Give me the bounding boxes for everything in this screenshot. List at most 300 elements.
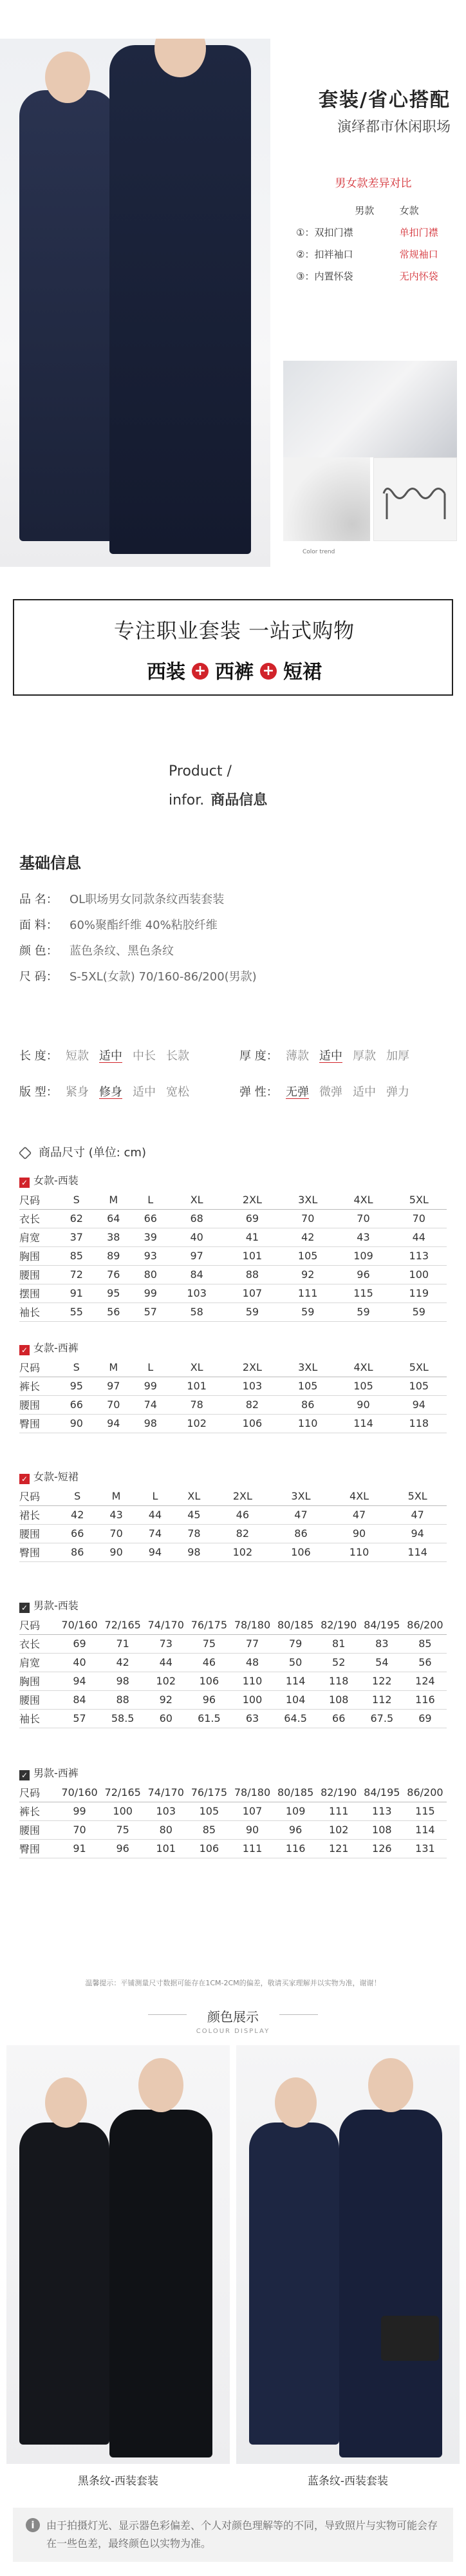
size-cell: 73 <box>144 1634 187 1653</box>
size-table-grid <box>19 1358 447 1433</box>
size-col-header: L <box>132 1358 169 1377</box>
size-cell: 75 <box>101 1820 144 1839</box>
size-col-header: 2XL <box>225 1190 280 1209</box>
checkbox-icon: ✓ <box>19 1474 30 1484</box>
size-cell: 40 <box>58 1653 101 1672</box>
size-cell: 76 <box>95 1265 133 1284</box>
size-col-header: 72/165 <box>101 1783 144 1802</box>
size-row-label: 裤长 <box>19 1802 58 1820</box>
size-cell: 37 <box>58 1228 95 1246</box>
size-row-label: 腰围 <box>19 1820 58 1839</box>
size-cell: 90 <box>335 1395 391 1414</box>
basic-row-name: 品 名： OL职场男女同款条纹西装套装 <box>19 893 225 906</box>
disclaimer-text: 由于拍摄灯光、显示器色彩偏差、个人对颜色理解等的不同，导致照片与实物可能会存在一些色差，最终颜色以实物为准。 <box>46 2519 438 2550</box>
size-cell: 105 <box>280 1246 335 1265</box>
size-row-label: 裤长 <box>19 1377 58 1395</box>
size-cell: 43 <box>335 1228 391 1246</box>
size-cell: 102 <box>317 1820 360 1839</box>
size-table-header-row <box>19 1358 447 1377</box>
size-col-header: 5XL <box>388 1487 447 1505</box>
size-cell: 75 <box>187 1634 230 1653</box>
size-cell: 116 <box>274 1839 317 1858</box>
size-cell: 40 <box>169 1228 225 1246</box>
size-cell: 54 <box>360 1653 404 1672</box>
blue-stripe-photo <box>236 2045 460 2464</box>
size-cell: 59 <box>280 1302 335 1321</box>
size-cell: 84 <box>58 1690 101 1709</box>
size-cell: 71 <box>101 1634 144 1653</box>
size-row-label: 裙长 <box>19 1505 58 1524</box>
attr-thickness: 厚 度： 薄款 适中 厚款 加厚 <box>239 1049 409 1063</box>
size-col-header: 4XL <box>335 1358 391 1377</box>
size-table-title: ✓ 男款-西裤 <box>19 1765 447 1783</box>
size-cell: 109 <box>274 1802 317 1820</box>
size-cell: 118 <box>317 1672 360 1690</box>
size-cell: 84 <box>169 1265 225 1284</box>
size-col-header: S <box>58 1487 97 1505</box>
size-cell: 106 <box>187 1839 230 1858</box>
compare-row: ①：双扣门襟 单扣门襟 <box>296 226 438 238</box>
table-row <box>19 1524 447 1543</box>
size-cell: 90 <box>330 1524 389 1543</box>
size-cell: 118 <box>391 1414 447 1433</box>
size-cell: 61.5 <box>187 1709 230 1728</box>
banner-items <box>14 656 454 684</box>
size-cell: 70 <box>97 1524 135 1543</box>
size-cell: 78 <box>174 1524 213 1543</box>
size-cell: 45 <box>174 1505 213 1524</box>
size-cell: 113 <box>360 1802 404 1820</box>
banner-frame <box>13 599 453 696</box>
basic-info-section <box>0 850 466 1063</box>
size-col-header: 78/180 <box>230 1616 274 1634</box>
size-cell: 121 <box>317 1839 360 1858</box>
size-row-label: 衣长 <box>19 1634 58 1653</box>
size-cell: 111 <box>317 1802 360 1820</box>
size-cell: 115 <box>335 1284 391 1302</box>
size-col-header: 82/190 <box>317 1783 360 1802</box>
size-cell: 101 <box>169 1377 225 1395</box>
table-row <box>19 1690 447 1709</box>
size-row-label: 衣长 <box>19 1209 58 1228</box>
size-cell: 44 <box>136 1505 174 1524</box>
size-cell: 85 <box>187 1820 230 1839</box>
checkbox-icon: ✓ <box>19 1603 30 1613</box>
size-cell: 43 <box>97 1505 135 1524</box>
size-table-grid <box>19 1487 447 1562</box>
size-cell: 98 <box>101 1672 144 1690</box>
size-cell: 59 <box>391 1302 447 1321</box>
table-row <box>19 1672 447 1690</box>
size-col-header: 尺码 <box>19 1487 58 1505</box>
table-row <box>19 1653 447 1672</box>
black-stripe-label: 黑条纹-西装套装 <box>77 2475 159 2488</box>
size-row-label: 腰围 <box>19 1395 58 1414</box>
size-cell: 124 <box>404 1672 447 1690</box>
size-cell: 86 <box>58 1543 97 1561</box>
attribute-section <box>0 1047 466 1124</box>
size-table-title: ✓ 女款-短裙 <box>19 1469 447 1487</box>
checkbox-icon: ✓ <box>19 1770 30 1780</box>
table-row <box>19 1802 447 1820</box>
table-row <box>19 1709 447 1728</box>
model-man-head <box>138 2058 183 2112</box>
size-col-header: XL <box>169 1190 225 1209</box>
basic-row-color: 颜 色： 蓝色条纹、黑色条纹 <box>19 944 174 958</box>
attr-length: 长 度： 短款 适中 中长 长款 <box>19 1049 189 1063</box>
table-row <box>19 1265 447 1284</box>
size-col-header: M <box>97 1487 135 1505</box>
size-cell: 102 <box>169 1414 225 1433</box>
size-cell: 101 <box>225 1246 280 1265</box>
size-cell: 102 <box>144 1672 187 1690</box>
size-cell: 106 <box>187 1672 230 1690</box>
table-row <box>19 1634 447 1653</box>
size-cell: 119 <box>391 1284 447 1302</box>
size-cell: 88 <box>101 1690 144 1709</box>
size-row-label: 袖长 <box>19 1302 58 1321</box>
size-cell: 126 <box>360 1839 404 1858</box>
blue-stripe-label: 蓝条纹-西装套装 <box>307 2475 389 2488</box>
checkbox-icon: ✓ <box>19 1178 30 1188</box>
size-row-label: 摆围 <box>19 1284 58 1302</box>
size-table-header-row <box>19 1190 447 1209</box>
size-cell: 70 <box>280 1209 335 1228</box>
size-cell: 131 <box>404 1839 447 1858</box>
size-cell: 102 <box>214 1543 272 1561</box>
size-col-header: 72/165 <box>101 1616 144 1634</box>
size-cell: 105 <box>280 1377 335 1395</box>
table-row <box>19 1246 447 1265</box>
size-cell: 116 <box>404 1690 447 1709</box>
size-cell: 70 <box>335 1209 391 1228</box>
size-cell: 122 <box>360 1672 404 1690</box>
title-divider <box>148 2014 187 2015</box>
size-cell: 114 <box>274 1672 317 1690</box>
size-col-header: 76/175 <box>187 1616 230 1634</box>
size-table-title: ✓ 男款-西装 <box>19 1598 447 1616</box>
color-disclaimer <box>13 2508 453 2562</box>
hero-title-block <box>319 84 451 136</box>
size-cell: 60 <box>144 1709 187 1728</box>
size-cell: 86 <box>280 1395 335 1414</box>
model-woman <box>249 2123 339 2445</box>
size-cell: 111 <box>230 1839 274 1858</box>
banner-item-pants: 西裤 <box>215 661 254 683</box>
size-cell: 88 <box>225 1265 280 1284</box>
size-cell: 56 <box>404 1653 447 1672</box>
size-cell: 115 <box>404 1802 447 1820</box>
size-cell: 59 <box>225 1302 280 1321</box>
size-cell: 50 <box>274 1653 317 1672</box>
size-col-header: 3XL <box>280 1358 335 1377</box>
size-cell: 96 <box>335 1265 391 1284</box>
size-cell: 64 <box>95 1209 133 1228</box>
size-cell: 109 <box>335 1246 391 1265</box>
size-table-header-row <box>19 1616 447 1634</box>
size-table <box>19 1172 447 1322</box>
size-cell: 66 <box>132 1209 169 1228</box>
size-cell: 92 <box>144 1690 187 1709</box>
size-col-header: 尺码 <box>19 1190 58 1209</box>
color-display-title <box>0 2007 466 2035</box>
size-cell: 55 <box>58 1302 95 1321</box>
size-cell: 44 <box>144 1653 187 1672</box>
size-col-header: L <box>132 1190 169 1209</box>
size-cell: 44 <box>391 1228 447 1246</box>
size-col-header: 3XL <box>272 1487 330 1505</box>
product-info-header <box>0 763 466 815</box>
size-col-header: 80/185 <box>274 1616 317 1634</box>
model-man <box>109 45 251 554</box>
size-cell: 85 <box>404 1634 447 1653</box>
size-cell: 90 <box>58 1414 95 1433</box>
model-woman <box>19 90 116 541</box>
size-row-label: 胸围 <box>19 1672 58 1690</box>
size-cell: 96 <box>101 1839 144 1858</box>
size-cell: 81 <box>317 1634 360 1653</box>
banner-item-suit: 西装 <box>147 661 185 683</box>
size-cell: 69 <box>225 1209 280 1228</box>
size-table <box>19 1598 447 1728</box>
table-row <box>19 1820 447 1839</box>
compare-title: 男女款差异对比 <box>335 177 412 190</box>
size-cell: 110 <box>330 1543 389 1561</box>
table-row <box>19 1209 447 1228</box>
size-cell: 95 <box>95 1284 133 1302</box>
size-cell: 105 <box>335 1377 391 1395</box>
ruler-icon <box>19 1147 32 1159</box>
fabric-photo-right <box>373 457 457 541</box>
size-table-title: ✓ 女款-西裤 <box>19 1340 447 1358</box>
size-cell: 66 <box>58 1395 95 1414</box>
fabric-photo-top <box>283 361 457 457</box>
size-cell: 70 <box>95 1395 133 1414</box>
size-table-header-row <box>19 1487 447 1505</box>
table-row <box>19 1284 447 1302</box>
size-cell: 106 <box>225 1414 280 1433</box>
size-cell: 82 <box>225 1395 280 1414</box>
attr-elastic: 弹 性： 无弹 微弹 适中 弹力 <box>239 1085 409 1099</box>
size-cell: 78 <box>169 1395 225 1414</box>
size-cell: 98 <box>174 1543 213 1561</box>
size-cell: 57 <box>132 1302 169 1321</box>
size-chart-header: 商品尺寸 (单位: cm) <box>19 1143 146 1160</box>
size-cell: 63 <box>230 1709 274 1728</box>
table-row <box>19 1839 447 1858</box>
product-info-zh: 商品信息 <box>210 792 268 808</box>
size-cell: 103 <box>169 1284 225 1302</box>
one-stop-banner <box>0 593 466 696</box>
size-row-label: 臀围 <box>19 1414 58 1433</box>
hero-title: 套装/省心搭配 <box>319 89 451 111</box>
size-cell: 58.5 <box>101 1709 144 1728</box>
size-cell: 46 <box>214 1505 272 1524</box>
size-col-header: 5XL <box>391 1358 447 1377</box>
basic-row-fabric: 面 料： 60%聚酯纤维 40%粘胶纤维 <box>19 919 218 932</box>
size-col-header: XL <box>169 1358 225 1377</box>
table-row <box>19 1543 447 1561</box>
size-cell: 108 <box>317 1690 360 1709</box>
fabric-photo-left <box>283 457 370 541</box>
size-col-header: L <box>136 1487 174 1505</box>
size-table-title: ✓ 女款-西装 <box>19 1172 447 1190</box>
hero-subtitle: 演绎都市休闲职场 <box>337 119 451 135</box>
model-woman-head <box>45 52 90 103</box>
size-row-label: 腰围 <box>19 1265 58 1284</box>
model-man <box>109 2110 212 2457</box>
size-cell: 47 <box>330 1505 389 1524</box>
size-cell: 95 <box>58 1377 95 1395</box>
size-col-header: 5XL <box>391 1190 447 1209</box>
size-table <box>19 1765 447 1858</box>
info-icon: i <box>26 2518 40 2532</box>
product-info-en1: Product / <box>169 763 232 779</box>
size-cell: 103 <box>144 1802 187 1820</box>
size-cell: 70 <box>391 1209 447 1228</box>
checkbox-icon: ✓ <box>19 1345 30 1355</box>
plus-icon: + <box>192 663 209 680</box>
size-col-header: 2XL <box>214 1487 272 1505</box>
size-cell: 98 <box>132 1414 169 1433</box>
size-row-label: 肩宽 <box>19 1228 58 1246</box>
fabric-caption: Color trend <box>303 549 335 555</box>
size-cell: 38 <box>95 1228 133 1246</box>
size-row-label: 腰围 <box>19 1690 58 1709</box>
size-col-header: 74/170 <box>144 1783 187 1802</box>
size-cell: 67.5 <box>360 1709 404 1728</box>
size-table <box>19 1340 447 1433</box>
size-cell: 114 <box>404 1820 447 1839</box>
table-row <box>19 1377 447 1395</box>
size-cell: 66 <box>317 1709 360 1728</box>
size-col-header: 76/175 <box>187 1783 230 1802</box>
size-col-header: 4XL <box>330 1487 389 1505</box>
size-table-grid <box>19 1616 447 1728</box>
table-row <box>19 1228 447 1246</box>
size-cell: 69 <box>404 1709 447 1728</box>
size-note: 温馨提示：平铺测量尺寸数据可能存在1CM-2CM的偏差，敬请买家理解并以实物为准，谢谢！ <box>85 1979 381 1987</box>
size-col-header: 86/200 <box>404 1616 447 1634</box>
size-cell: 86 <box>272 1524 330 1543</box>
size-cell: 114 <box>388 1543 447 1561</box>
size-table <box>19 1469 447 1562</box>
size-cell: 90 <box>97 1543 135 1561</box>
size-cell: 42 <box>280 1228 335 1246</box>
compare-row: ②：扣袢袖口 常规袖口 <box>296 248 438 260</box>
size-cell: 83 <box>360 1634 404 1653</box>
size-cell: 64.5 <box>274 1709 317 1728</box>
size-cell: 90 <box>230 1820 274 1839</box>
size-cell: 103 <box>225 1377 280 1395</box>
size-cell: 100 <box>101 1802 144 1820</box>
size-cell: 80 <box>144 1820 187 1839</box>
size-cell: 42 <box>58 1505 97 1524</box>
compare-head: 男款 女款 <box>355 204 419 216</box>
basic-info-title: 基础信息 <box>19 854 81 872</box>
size-cell: 110 <box>280 1414 335 1433</box>
table-row <box>19 1395 447 1414</box>
fabric-detail-photos <box>283 361 457 567</box>
size-cell: 69 <box>58 1634 101 1653</box>
gender-compare <box>296 174 451 287</box>
size-col-header: 4XL <box>335 1190 391 1209</box>
size-cell: 110 <box>230 1672 274 1690</box>
size-col-header: XL <box>174 1487 213 1505</box>
model-man <box>339 2110 442 2457</box>
size-col-header: 80/185 <box>274 1783 317 1802</box>
size-table-header-row <box>19 1783 447 1802</box>
size-row-label: 袖长 <box>19 1709 58 1728</box>
size-table-grid <box>19 1783 447 1858</box>
size-cell: 99 <box>58 1802 101 1820</box>
size-cell: 41 <box>225 1228 280 1246</box>
size-row-label: 臀围 <box>19 1839 58 1858</box>
size-cell: 58 <box>169 1302 225 1321</box>
size-cell: 94 <box>95 1414 133 1433</box>
black-stripe-photo <box>6 2045 230 2464</box>
size-col-header: 尺码 <box>19 1783 58 1802</box>
size-cell: 96 <box>187 1690 230 1709</box>
size-cell: 105 <box>391 1377 447 1395</box>
size-cell: 74 <box>136 1524 174 1543</box>
size-col-header: M <box>95 1190 133 1209</box>
size-cell: 91 <box>58 1839 101 1858</box>
color-title-en: COLOUR DISPLAY <box>196 2028 270 2035</box>
banner-headline: 专注职业套装 一站式购物 <box>113 618 355 643</box>
size-cell: 46 <box>187 1653 230 1672</box>
size-cell: 47 <box>272 1505 330 1524</box>
size-col-header: 84/195 <box>360 1616 404 1634</box>
size-col-header: 尺码 <box>19 1616 58 1634</box>
size-col-header: 86/200 <box>404 1783 447 1802</box>
size-col-header: 70/160 <box>58 1616 101 1634</box>
size-cell: 57 <box>58 1709 101 1728</box>
size-cell: 106 <box>272 1543 330 1561</box>
attr-fit: 版 型： 紧身 修身 适中 宽松 <box>19 1085 189 1099</box>
size-cell: 74 <box>132 1395 169 1414</box>
size-cell: 94 <box>136 1543 174 1561</box>
size-col-header: 82/190 <box>317 1616 360 1634</box>
size-cell: 93 <box>132 1246 169 1265</box>
size-cell: 52 <box>317 1653 360 1672</box>
table-row <box>19 1414 447 1433</box>
size-cell: 99 <box>132 1284 169 1302</box>
size-cell: 77 <box>230 1634 274 1653</box>
size-cell: 97 <box>95 1377 133 1395</box>
size-cell: 79 <box>274 1634 317 1653</box>
compare-row: ③：内置怀袋 无内怀袋 <box>296 270 438 282</box>
size-cell: 107 <box>230 1802 274 1820</box>
size-cell: 85 <box>58 1246 95 1265</box>
size-cell: 111 <box>280 1284 335 1302</box>
banner-item-skirt: 短裙 <box>283 661 322 683</box>
size-cell: 100 <box>230 1690 274 1709</box>
size-cell: 94 <box>391 1395 447 1414</box>
size-cell: 94 <box>58 1672 101 1690</box>
color-display-section <box>0 2007 466 2576</box>
size-col-header: 3XL <box>280 1190 335 1209</box>
size-cell: 70 <box>58 1820 101 1839</box>
size-chart-section <box>0 1143 466 2000</box>
size-cell: 112 <box>360 1690 404 1709</box>
size-cell: 113 <box>391 1246 447 1265</box>
size-cell: 100 <box>391 1265 447 1284</box>
model-woman <box>19 2123 109 2445</box>
size-cell: 89 <box>95 1246 133 1265</box>
size-row-label: 胸围 <box>19 1246 58 1265</box>
size-cell: 80 <box>132 1265 169 1284</box>
